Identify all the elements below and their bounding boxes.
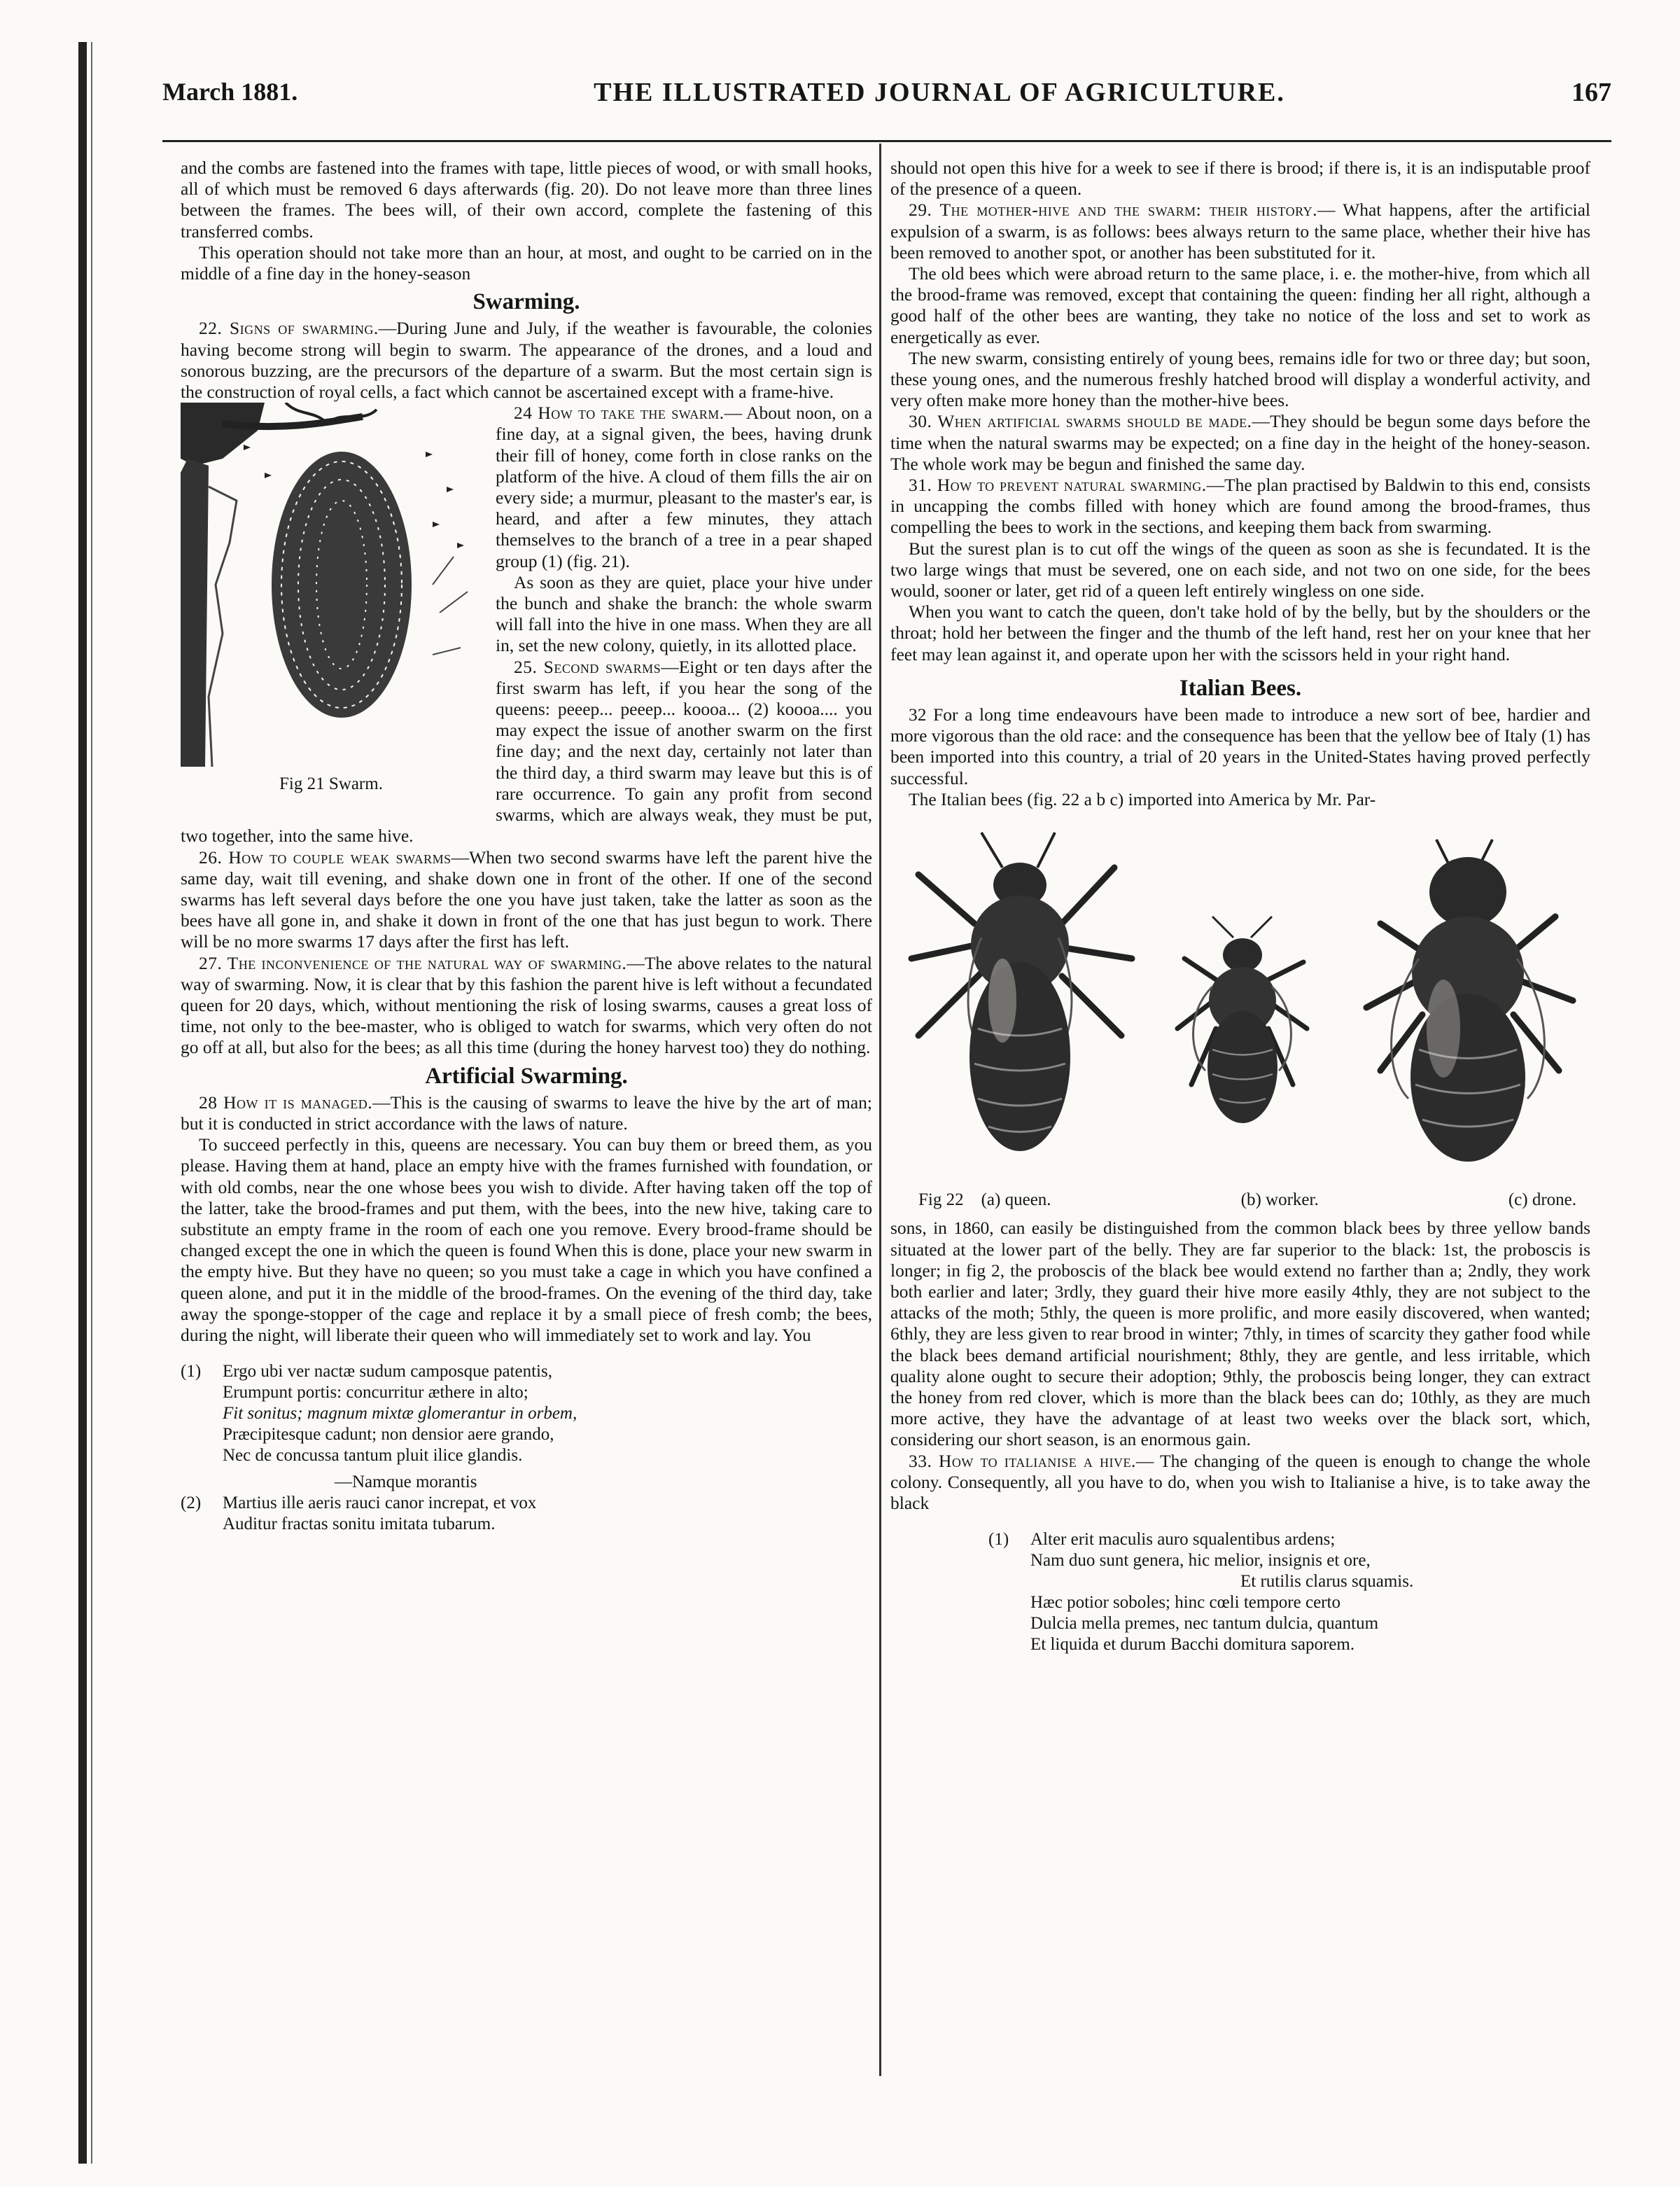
footnote-1 (988, 1529, 1590, 1655)
bark-line (209, 487, 237, 767)
paragraph-22 (181, 318, 872, 403)
section-text: —During June and July, if the weather is favourable, the colonies having become strong will begin to swarm. The appearance of the drones, and a loud and sonorous buzzing, are the precursors of the departure of a swarm. But the most certain sign is the construction of royal cells, a fact which cannot be ascertained except with a frame-hive. (181, 318, 873, 403)
header-date: March 1881. (162, 78, 298, 106)
verse-line: Et rutilis clarus squamis. (1240, 1572, 1414, 1592)
figure-21-caption: Fig 21 Swarm. (279, 774, 383, 794)
paragraph-33 (890, 1451, 1590, 1515)
paragraph: sons, in 1860, can easily be distinguished from the common black bees by three yellow bands situated at the lower part of the belly. They are far superior to the black: 1st, the proboscis is longer; in fig 2, the proboscis of the black bee would extend no farther than a; 2ndly, they work both earlier and later; 3rdly, they guard their hive more easily 4thly, they are not subject to the attacks of the moth; 5thly, the queen is more prolific, and more easily discovered, when wanted; 6thly, they are less given to rear brood in winter; 7thly, in times of scarcity they gather food while the black bees demand artificial nourishment; 8thly, they are gentle, and less irritable, which quality alone ought to secure their adoption; 9thly, the proboscis being longer, they can extract the honey from red clover, which is more than the black bees can do; 10thly, as they are much more active, they have the advantage of at least two weeks over the black sort, which, considering our short season, is an enormous gain. (890, 1218, 1590, 1450)
verse-line: Et liquida et durum Bacchi domitura saporem. (1030, 1635, 1355, 1655)
footnote-2 (181, 1472, 872, 1535)
verse-line: Fit sonitus; magnum mixtæ glomerantur in orbem, (223, 1404, 578, 1423)
heading-italian-bees: Italian Bees. (1179, 675, 1302, 701)
footnote-mark: (1) (181, 1362, 202, 1381)
swarm-illustration (181, 403, 482, 774)
heading-artificial-swarming: Artificial Swarming. (425, 1063, 628, 1089)
paragraph-28 (181, 1092, 872, 1134)
paragraph-32: 32 For a long time endeavours have been made to introduce a new sort of bee, hardier and more vigorous than the old race: and the consequence has been that the yellow bee of Italy (1) has been imported into this country, a trial of 20 years in the United-States having proved perfectly successful. (890, 704, 1590, 788)
verse-line: Erumpunt portis: concurritur æthere in alto; (223, 1383, 528, 1402)
verse-line: Dulcia mella premes, nec tantum dulcia, quantum (1030, 1614, 1379, 1634)
column-rule (879, 144, 881, 2076)
page-header (162, 77, 1611, 119)
section-label: 33. How to italianise a hive. (909, 1450, 1136, 1471)
figure-21 (181, 403, 482, 802)
motion-lines (433, 557, 468, 655)
paragraph: and the combs are fastened into the frames with tape, little pieces of wood, or with small hooks, all of which must be removed 6 days afterwards (fig. 20). Do not leave more than three lines between the frames. The bees will, of their own accord, complete the fastening of this transferred combs. (181, 158, 872, 242)
queen-bee-illustration (911, 833, 1132, 1151)
paragraph-27 (181, 953, 872, 1059)
bees-illustration (890, 826, 1590, 1190)
caption-drone: (c) drone. (1508, 1190, 1576, 1210)
header-rule (162, 140, 1611, 142)
worker-bee-illustration (1177, 917, 1307, 1123)
section-text: — About noon, on a fine day, at a signal given, the bees, having drunk their fill of honey, come forth in close ranks on the platform of the hive. A cloud of them fills the air on every side; a murmur, pleasant to the master's ear, is heard, and after a few minutes, they attach themselves to the branch of a tree in a pear shaped group (1) (fig. 21). (496, 403, 872, 571)
figure-22-captions (890, 1190, 1590, 1211)
verse-line: Nam duo sunt genera, hic melior, insignis et ore, (1030, 1551, 1371, 1571)
paragraph: As soon as they are quiet, place your hive under the bunch and shake the branch: the whole swarm will fall into the hive in one mass. When they are all in, set the new colony, quietly, in its allotted place. (496, 571, 872, 656)
paragraph: The new swarm, consisting entirely of young bees, remains idle for two or three day; but soon, these young ones, and the numerous freshly hatched brood will display a wonderful activity, and very often make more honey than the mother-hive bees. (890, 347, 1590, 411)
paragraph-26 (181, 847, 872, 953)
section-label: 26. How to couple weak swarms (199, 847, 451, 868)
section-text: —When two second swarms have left the parent hive the same day, wait till evening, and shake down one in front of the other. If one of the second swarms has left several days before the one you have just taken, take the latter as soon as the bees have all gone in, and shake it down in front of the one that has just begun to work. There will be no more swarms 17 days after the first has left. (181, 847, 872, 952)
swarm-cluster (272, 452, 412, 718)
right-footnotes (890, 1529, 1590, 1655)
paragraph-30 (890, 411, 1590, 475)
verse-line: Auditur fractas sonitu imitata tubarum. (223, 1515, 496, 1534)
paragraph: This operation should not take more than an hour, at most, and ought to be carried on in the middle of a fine day in the honey-season (181, 242, 872, 284)
paragraph: should not open this hive for a week to see if there is brood; if there is, it is an indisputable proof of the presence of a queen. (890, 158, 1590, 200)
leaf-shape (286, 403, 377, 424)
section-label: 30. When artificial swarms should be made. (909, 411, 1252, 432)
section-text: — The changing of the queen is enough to change the whole colony. Consequently, all you have to do, when you wish to Italianise a hive, is to take away the black (890, 1450, 1590, 1513)
left-column (181, 158, 872, 1535)
paragraph: The Italian bees (fig. 22 a b c) imported into America by Mr. Par- (909, 788, 1376, 809)
verse-line: Ergo ubi ver nactæ sudum camposque patentis, (223, 1362, 552, 1381)
section-label: 24 How to take the swarm. (514, 403, 724, 424)
section-text: —This is the causing of swarms to leave the hive by the art of man; but it is conducted in strict accordance with the laws of nature. (181, 1092, 872, 1134)
section-text: —Eight or ten days after the first swarm has left, if you hear the song of the queens: peeep... peeep... kooоa... (2) kooоa.... you may expect the issue of another swarm on the first fine day; and the next day, certainly not later than the third day, a third swarm may leave but this is of rare occurrence. To gain any profit from second swarms, which are always weak, they must be put, two together, into the same hive. (181, 656, 872, 847)
caption-worker: (b) worker. (1240, 1190, 1319, 1210)
verse-line: Alter erit maculis auro squalentibus ardens; (1030, 1530, 1336, 1550)
figure-22-label: Fig 22 (918, 1190, 964, 1210)
section-text: —They should be begun some days before the time when the natural swarms may be expected; on a fine day in the height of the honey-season. The whole work may be begun and finished the same day. (890, 411, 1590, 474)
section-text: — What happens, after the artificial expulsion of a swarm, is as follows: bees always return to the same place, whether their hive has been removed to another spot, or another has been substituted for it. (890, 200, 1590, 263)
trunk-shape (181, 459, 209, 767)
section-label: 27. The inconvenience of the natural way of swarming. (199, 952, 627, 973)
figure-22 (890, 826, 1590, 1211)
paragraph: To succeed perfectly in this, queens are necessary. You can buy them or breed them, as you please. Having them at hand, place an empty hive with the frames furnished with foundation, or with old combs, near the one whose bees you wish to divide. After having taken off the top of the latter, take the brood-frames and put them, with the bees, into the new hive, taking care to substitute an empty frame in the room of each one you remove. Every brood-frame should be changed except the one in which the queen is found When this is done, place your new swarm in the empty hive. But they have no queen; so you must take a cage in which you have confined a queen alone, and put it in the middle of the brood-frames. On the evening of the third day, take away the sponge-stopper of the cage and replace it by a small piece of fresh comb; the bees, during the night, will liberate their queen who will immediately set to work and lay. You (181, 1134, 872, 1345)
heading-swarming: Swarming. (472, 289, 580, 315)
footnote-mark: (1) (988, 1530, 1009, 1550)
verse-line: Hæc potior soboles; hinc cœli tempore certo (1030, 1593, 1340, 1613)
section-text: —The plan practised by Baldwin to this end, consists in uncapping the combs filled with honey which are found among the brood-frames, thus compelling the bees to work in the sections, and keeping them back from swarming. (890, 475, 1590, 538)
footnote-mark: (2) (181, 1494, 202, 1513)
verse-line: —Namque morantis (335, 1473, 477, 1492)
journal-title: THE ILLUSTRATED JOURNAL OF AGRICULTURE. (594, 78, 1285, 107)
paragraph-31 (890, 475, 1590, 538)
paragraph: When you want to catch the queen, don't take hold of by the belly, but by the shoulders or the throat; hold her between the finger and the thumb of the left hand, rest her on your knee that her feet may lean against it, and operate upon her with the scissors held in your right hand. (890, 601, 1590, 664)
left-footnotes (181, 1361, 872, 1535)
paragraph: The old bees which were abroad return to the same place, i. e. the mother-hive, from which all the brood-frame was removed, except that containing the queen: finding her all right, although a good half of the other bees are wanting, they take no notice of the loss and set to work as energetically as ever. (890, 263, 1590, 347)
verse-line: Martius ille aeris rauci canor increpat, et vox (223, 1494, 537, 1513)
right-column (890, 158, 1590, 1655)
binding-edge-line (91, 42, 92, 2164)
section-text: —The above relates to the natural way of swarming. Now, it is clear that by this fashion the parent hive is left without a fecundated queen for 20 days, which, without mentioning the risk of losing swarms, causes a great loss of time, not only to the bee-master, who is obliged to watch for swarms, which very often do not go off at all, but also for the bees; as all this time (during the honey harvest too) they do nothing. (181, 952, 872, 1058)
section-label: 31. How to prevent natural swarming. (909, 475, 1207, 496)
foliage-shape (181, 403, 265, 466)
section-label: 25. Second swarms (514, 656, 662, 677)
footnote-1 (181, 1361, 872, 1466)
verse-line: Nec de concussa tantum pluit ilice glandis. (223, 1446, 523, 1466)
section-label: 29. The mother-hive and the swarm: their history. (909, 200, 1317, 221)
page-number: 167 (1572, 78, 1611, 107)
section-label: 22. Signs of swarming. (199, 318, 379, 339)
binding-edge (78, 42, 87, 2164)
section-label: 28 How it is managed. (199, 1092, 373, 1113)
paragraph-29 (890, 200, 1590, 263)
verse-line: Præcipitesque cadunt; non densior aere grando, (223, 1425, 554, 1444)
drone-bee-illustration (1366, 840, 1573, 1162)
paragraph: But the surest plan is to cut off the wings of the queen as soon as she is fecundated. It is the two large wings that must be severed, one on each side, and not two on one side, for the bees would, sooner or later, get rid of a queen left entirely wingless on one side. (890, 538, 1590, 601)
caption-queen: (a) queen. (981, 1190, 1051, 1210)
